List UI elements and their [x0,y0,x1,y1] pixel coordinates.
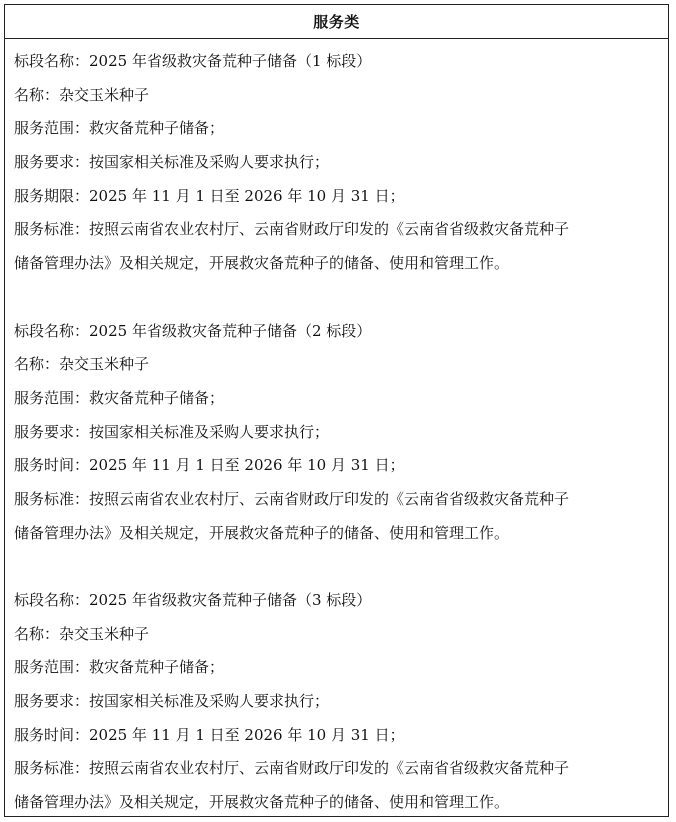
item-name: 名称：杂交玉米种子 [14,85,150,104]
service-requirement: 服务要求：按国家相关标准及采购人要求执行； [14,153,330,172]
service-scope: 服务范围：救灾备荒种子储备； [14,119,225,138]
service-standard-line-1: 服务标准：按照云南省农业农村厅、云南省财政厅印发的《云南省省级救灾备荒种子 [14,489,570,508]
service-standard-line-2: 储备管理办法》及相关规定，开展救灾备荒种子的储备、使用和管理工作。 [14,523,510,542]
service-period: 服务时间：2025 年 11 月 1 日至 2026 年 10 月 31 日； [14,456,405,475]
service-standard-line-2: 储备管理办法》及相关规定，开展救灾备荒种子的储备、使用和管理工作。 [14,254,510,273]
lot-section-2 [14,315,668,551]
service-scope: 服务范围：救灾备荒种子储备； [14,388,225,407]
lot-name: 标段名称：2025 年省级救灾备荒种子储备（2 标段） [14,321,372,340]
service-standard-line-1: 服务标准：按照云南省农业农村厅、云南省财政厅印发的《云南省省级救灾备荒种子 [14,220,570,239]
table-header: 服务类 [5,5,668,39]
lot-section-3 [14,584,668,820]
service-standard-line-1: 服务标准：按照云南省农业农村厅、云南省财政厅印发的《云南省省级救灾备荒种子 [14,759,570,778]
section-spacer [14,281,668,315]
service-table [4,4,669,817]
service-requirement: 服务要求：按国家相关标准及采购人要求执行； [14,692,330,711]
service-period: 服务期限：2025 年 11 月 1 日至 2026 年 10 月 31 日； [14,186,405,205]
service-requirement: 服务要求：按国家相关标准及采购人要求执行； [14,422,330,441]
lot-name: 标段名称：2025 年省级救灾备荒种子储备（1 标段） [14,52,372,70]
service-scope: 服务范围：救灾备荒种子储备； [14,658,225,677]
item-name: 名称：杂交玉米种子 [14,355,150,374]
lot-section-1 [14,45,668,281]
section-spacer [14,550,668,584]
service-period: 服务时间：2025 年 11 月 1 日至 2026 年 10 月 31 日； [14,725,405,744]
service-standard-line-2: 储备管理办法》及相关规定，开展救灾备荒种子的储备、使用和管理工作。 [14,793,510,812]
table-content-cell [5,39,668,820]
item-name: 名称：杂交玉米种子 [14,624,150,643]
lot-name: 标段名称：2025 年省级救灾备荒种子储备（3 标段） [14,591,372,609]
